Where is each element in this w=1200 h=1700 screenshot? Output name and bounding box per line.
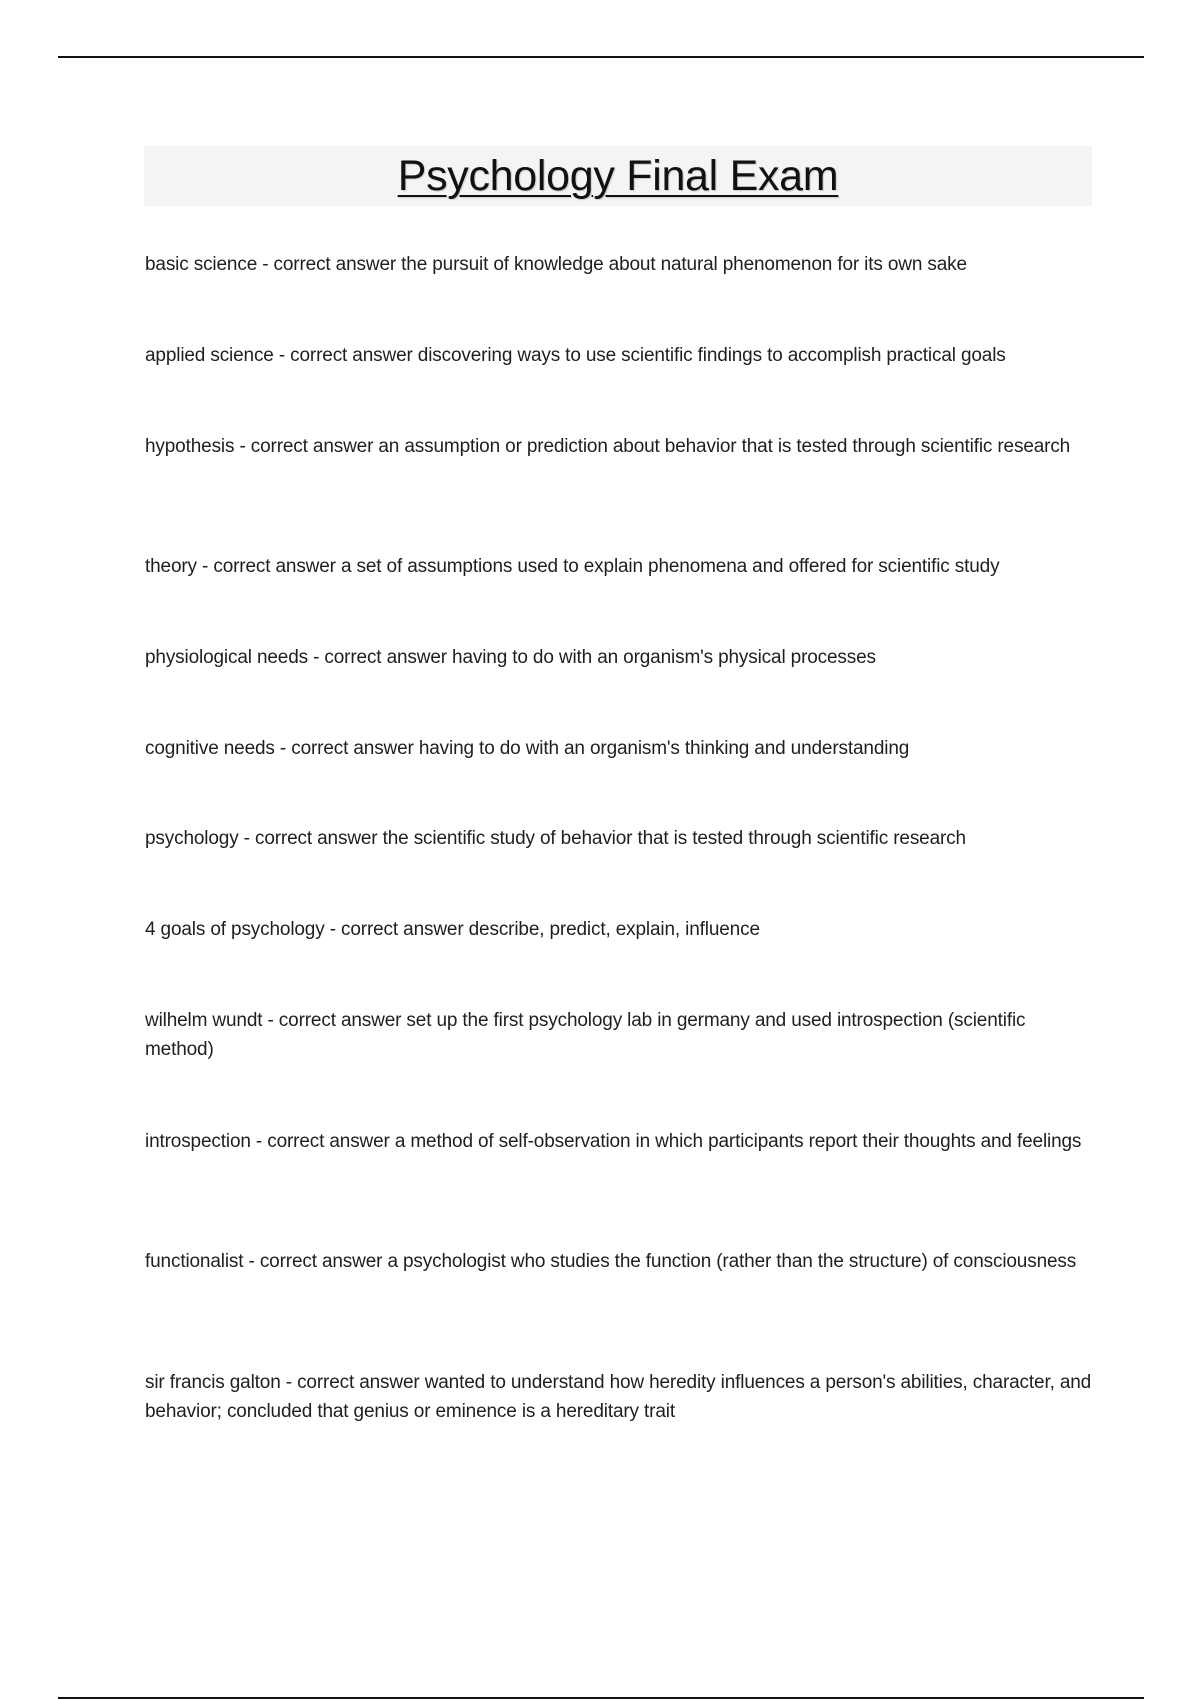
flashcard-entry-applied-science: applied science - correct answer discovering ways to use scientific findings to accomplish practical goals [145,345,1006,366]
flashcard-entry-theory: theory - correct answer a set of assumptions used to explain phenomena and offered for scientific study [145,556,1000,577]
flashcard-entry-physiological-needs: physiological needs - correct answer having to do with an organism's physical processes [145,647,876,668]
flashcard-entry-introspection: introspection - correct answer a method of self-observation in which participants report their thoughts and feelings [145,1131,1082,1152]
flashcard-entry-wilhelm-wundt: wilhelm wundt - correct answer set up the first psychology lab in germany and used introspection (scientific method) [145,1010,1026,1060]
top-rule [58,56,1144,58]
bottom-rule [58,1697,1144,1699]
title-band [144,146,1092,206]
flashcard-entry-functionalist: functionalist - correct answer a psychologist who studies the function (rather than the structure) of consciousness [145,1251,1077,1272]
page-title: Psychology Final Exam [397,151,839,200]
flashcard-entry-psychology: psychology - correct answer the scientific study of behavior that is tested through scientific research [145,828,966,849]
flashcard-entry-hypothesis: hypothesis - correct answer an assumption or prediction about behavior that is tested through scientific research [145,436,1071,457]
flashcard-entry-goals-of-psychology: 4 goals of psychology - correct answer describe, predict, explain, influence [145,919,760,940]
flashcard-entry-francis-galton: sir francis galton - correct answer wanted to understand how heredity influences a person's abilities, character, and behavior; concluded that genius or eminence is a hereditary trait [145,1372,1092,1422]
flashcard-entry-cognitive-needs: cognitive needs - correct answer having to do with an organism's thinking and understanding [145,738,910,759]
flashcard-entry-basic-science: basic science - correct answer the pursuit of knowledge about natural phenomenon for its own sake [145,254,967,275]
